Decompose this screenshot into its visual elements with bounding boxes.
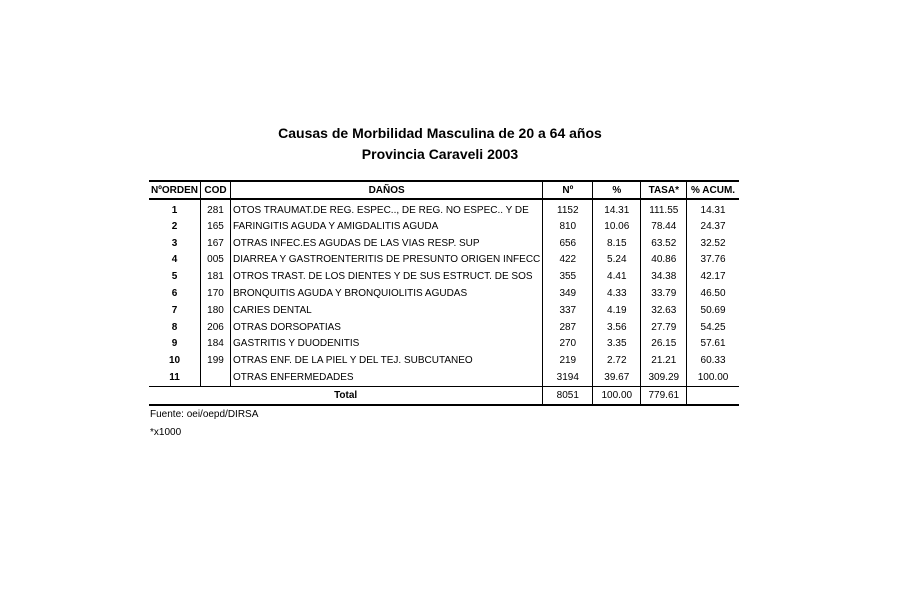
table-row bbox=[149, 235, 739, 252]
row-tasa: 32.63 bbox=[641, 302, 687, 319]
header-n: Nº bbox=[543, 181, 593, 199]
row-cod: 180 bbox=[201, 302, 231, 319]
row-pct: 2.72 bbox=[593, 352, 641, 369]
row-tasa: 26.15 bbox=[641, 336, 687, 353]
total-acum bbox=[687, 386, 739, 404]
row-cod: 165 bbox=[201, 218, 231, 235]
header-danos: DAÑOS bbox=[231, 181, 543, 199]
row-acum: 46.50 bbox=[687, 285, 739, 302]
row-orden: 1 bbox=[171, 205, 178, 216]
row-cod: 184 bbox=[201, 336, 231, 353]
row-orden: 11 bbox=[169, 372, 180, 384]
row-pct: 39.67 bbox=[593, 369, 641, 386]
morbidity-table bbox=[149, 180, 739, 406]
row-acum: 100.00 bbox=[687, 369, 739, 386]
table-row bbox=[149, 369, 739, 386]
row-n: 337 bbox=[543, 302, 593, 319]
row-tasa: 309.29 bbox=[641, 369, 687, 386]
row-acum: 24.37 bbox=[687, 218, 739, 235]
row-n: 1152 bbox=[543, 199, 593, 218]
row-dano: OTOS TRAUMAT.DE REG. ESPEC.., DE REG. NO ESPEC.. Y DE bbox=[231, 199, 543, 218]
row-cod: 005 bbox=[201, 252, 231, 269]
row-tasa: 40.86 bbox=[641, 252, 687, 269]
row-cod: 170 bbox=[201, 285, 231, 302]
row-pct: 14.31 bbox=[593, 199, 641, 218]
row-acum: 42.17 bbox=[687, 268, 739, 285]
table-row bbox=[149, 352, 739, 369]
row-tasa: 63.52 bbox=[641, 235, 687, 252]
row-pct: 8.15 bbox=[593, 235, 641, 252]
row-dano: BRONQUITIS AGUDA Y BRONQUIOLITIS AGUDAS bbox=[231, 285, 543, 302]
table-header-row bbox=[149, 181, 739, 199]
row-acum: 57.61 bbox=[687, 336, 739, 353]
row-dano: OTRAS ENF. DE LA PIEL Y DEL TEJ. SUBCUTANEO bbox=[231, 352, 543, 369]
row-cod: 167 bbox=[201, 235, 231, 252]
row-n: 219 bbox=[543, 352, 593, 369]
row-acum: 50.69 bbox=[687, 302, 739, 319]
row-orden: 9 bbox=[171, 338, 178, 350]
row-n: 3194 bbox=[543, 369, 593, 386]
row-dano: OTRAS INFEC.ES AGUDAS DE LAS VIAS RESP. SUP bbox=[231, 235, 543, 252]
row-pct: 4.33 bbox=[593, 285, 641, 302]
row-dano: CARIES DENTAL bbox=[231, 302, 543, 319]
row-n: 422 bbox=[543, 252, 593, 269]
row-acum: 14.31 bbox=[687, 199, 739, 218]
row-orden: 4 bbox=[171, 254, 178, 266]
row-tasa: 34.38 bbox=[641, 268, 687, 285]
header-tasa: TASA* bbox=[641, 181, 687, 199]
row-pct: 10.06 bbox=[593, 218, 641, 235]
row-orden: 3 bbox=[171, 237, 178, 249]
row-dano: OTROS TRAST. DE LOS DIENTES Y DE SUS ESTRUCT. DE SOS bbox=[231, 268, 543, 285]
row-pct: 5.24 bbox=[593, 252, 641, 269]
header-acum: % ACUM. bbox=[687, 181, 739, 199]
source-note: Fuente: oei/oepd/DIRSA bbox=[150, 409, 259, 420]
row-tasa: 111.55 bbox=[641, 199, 687, 218]
row-pct: 4.41 bbox=[593, 268, 641, 285]
total-pct: 100.00 bbox=[593, 386, 641, 404]
row-dano: GASTRITIS Y DUODENITIS bbox=[231, 336, 543, 353]
row-n: 810 bbox=[543, 218, 593, 235]
row-orden: 8 bbox=[171, 321, 178, 333]
row-pct: 4.19 bbox=[593, 302, 641, 319]
row-tasa: 78.44 bbox=[641, 218, 687, 235]
row-n: 349 bbox=[543, 285, 593, 302]
row-acum: 54.25 bbox=[687, 319, 739, 336]
row-tasa: 33.79 bbox=[641, 285, 687, 302]
row-dano: OTRAS ENFERMEDADES bbox=[231, 369, 543, 386]
row-dano: FARINGITIS AGUDA Y AMIGDALITIS AGUDA bbox=[231, 218, 543, 235]
row-n: 287 bbox=[543, 319, 593, 336]
row-orden: 7 bbox=[171, 304, 178, 316]
total-row bbox=[149, 386, 739, 404]
header-cod: COD bbox=[201, 181, 231, 199]
row-n: 270 bbox=[543, 336, 593, 353]
total-n: 8051 bbox=[543, 386, 593, 404]
row-cod: 281 bbox=[201, 199, 231, 218]
row-tasa: 27.79 bbox=[641, 319, 687, 336]
table-row bbox=[149, 285, 739, 302]
table-row bbox=[149, 336, 739, 353]
page-subtitle: Provincia Caraveli 2003 bbox=[361, 146, 519, 162]
table-row bbox=[149, 319, 739, 336]
table-row bbox=[149, 302, 739, 319]
row-n: 355 bbox=[543, 268, 593, 285]
row-cod: 206 bbox=[201, 319, 231, 336]
row-acum: 37.76 bbox=[687, 252, 739, 269]
row-orden: 6 bbox=[171, 288, 178, 300]
page-title: Causas de Morbilidad Masculina de 20 a 64 años bbox=[278, 125, 602, 141]
table-row bbox=[149, 218, 739, 235]
row-tasa: 21.21 bbox=[641, 352, 687, 369]
row-orden: 10 bbox=[168, 355, 181, 367]
row-n: 656 bbox=[543, 235, 593, 252]
table-row bbox=[149, 252, 739, 269]
header-pct: % bbox=[593, 181, 641, 199]
row-dano: DIARREA Y GASTROENTERITIS DE PRESUNTO ORIGEN INFECC bbox=[231, 252, 543, 269]
row-cod bbox=[201, 369, 231, 386]
row-pct: 3.35 bbox=[593, 336, 641, 353]
table-row bbox=[149, 199, 739, 218]
total-label: Total bbox=[149, 386, 543, 404]
row-orden: 2 bbox=[171, 220, 178, 232]
row-orden: 5 bbox=[171, 271, 178, 283]
row-cod: 199 bbox=[201, 352, 231, 369]
row-pct: 3.56 bbox=[593, 319, 641, 336]
table-row bbox=[149, 268, 739, 285]
total-tasa: 779.61 bbox=[641, 386, 687, 404]
row-dano: OTRAS DORSOPATIAS bbox=[231, 319, 543, 336]
row-cod: 181 bbox=[201, 268, 231, 285]
rate-footnote: *x1000 bbox=[150, 427, 182, 438]
row-acum: 60.33 bbox=[687, 352, 739, 369]
header-orden: NºORDEN bbox=[149, 181, 201, 199]
row-acum: 32.52 bbox=[687, 235, 739, 252]
